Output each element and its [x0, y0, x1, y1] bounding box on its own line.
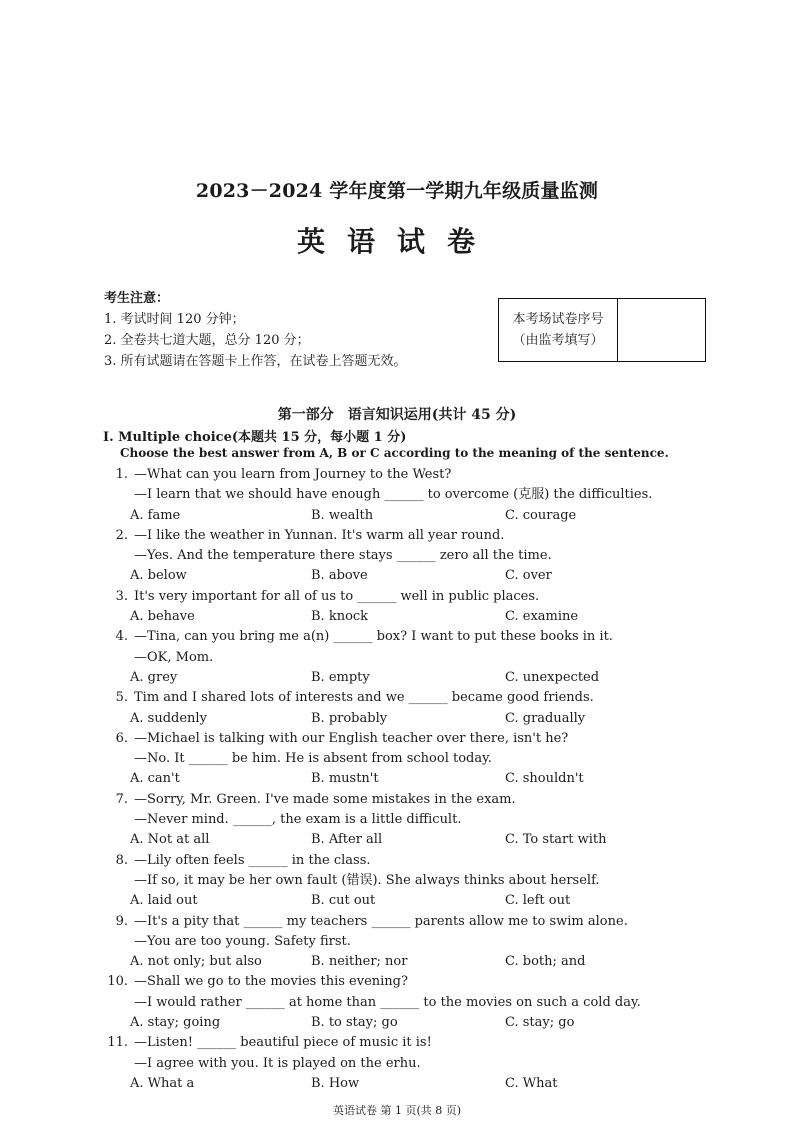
question-continuation-line [105, 932, 665, 952]
question-stem-line [105, 790, 665, 810]
answer-options [105, 607, 665, 627]
paper-serial-box [498, 298, 706, 362]
question-text: —It's a pity that ______ my teachers ______ parents allow me to swim alone. [134, 913, 628, 929]
question-number: 1. [115, 467, 128, 482]
question-continuation-line [105, 1054, 665, 1074]
option-c: C. courage [505, 507, 577, 523]
paper-serial-label [499, 299, 618, 361]
option-c: C. To start with [505, 832, 607, 848]
question-number: 6. [115, 730, 128, 746]
question-text: Tim and I shared lots of interests and we ______ became good friends. [134, 690, 594, 706]
section-heading: I. Multiple choice(本题共 15 分，每小题 1 分) [103, 430, 407, 445]
serial-label-line1: 本考场试卷序号 [512, 312, 604, 327]
question-stem-line [105, 465, 665, 485]
question-stem-line [105, 912, 665, 932]
serial-label-line2: （由监考填写） [512, 333, 604, 348]
question-text: —Lily often feels ______ in the class. [134, 852, 371, 868]
option-a: A. Not at all [130, 832, 210, 848]
question-number: 3. [115, 588, 128, 604]
question-text: —Sorry, Mr. Green. I've made some mistakes in the exam. [134, 791, 516, 807]
question-number: 7. [115, 791, 128, 807]
option-b: B. probably [311, 710, 388, 726]
question-item [105, 912, 665, 973]
notice-item: 1. 考试时间 120 分钟； [104, 312, 245, 327]
answer-options [105, 830, 665, 850]
question-stem-line [105, 851, 665, 871]
answer-options [105, 566, 665, 586]
option-a: A. laid out [130, 893, 198, 909]
question-item [105, 587, 665, 628]
question-item [105, 627, 665, 688]
option-c: C. both; and [505, 954, 586, 970]
option-b: B. wealth [311, 507, 374, 523]
question-number: 8. [115, 852, 128, 868]
option-c: C. left out [505, 893, 571, 909]
question-stem-line [105, 688, 665, 708]
question-continuation-line [105, 993, 665, 1013]
option-b: B. empty [311, 669, 370, 685]
question-continuation-line [105, 871, 665, 891]
option-a: A. suddenly [130, 710, 207, 726]
page-footer: 英语试卷 第 1 页(共 8 页) [332, 1104, 462, 1117]
option-c: C. stay; go [505, 1015, 575, 1031]
exam-subject-title: 英语试卷 [296, 225, 497, 258]
question-item [105, 1033, 665, 1094]
answer-options [105, 952, 665, 972]
option-b: B. mustn't [311, 771, 379, 787]
question-list [105, 465, 665, 1094]
question-text: —I learn that we should have enough ______ to overcome (克服) the difficulties. [134, 487, 653, 503]
option-c: C. shouldn't [505, 771, 584, 787]
option-c: C. examine [505, 609, 579, 625]
question-item [105, 972, 665, 1033]
question-text: —Shall we go to the movies this evening? [134, 974, 408, 990]
option-b: B. After all [311, 832, 383, 848]
question-text: —Tina, can you bring me a(n) ______ box? I want to put these books in it. [134, 629, 613, 645]
option-a: A. can't [130, 771, 180, 787]
question-number: 4. [115, 629, 128, 645]
question-number: 11. [107, 1035, 128, 1051]
question-item [105, 851, 665, 912]
option-b: B. above [311, 568, 368, 584]
option-c: C. gradually [505, 710, 586, 726]
question-stem-line [105, 972, 665, 992]
exam-title: 2023－2024 学年度第一学期九年级质量监测 [195, 180, 599, 202]
answer-options [105, 506, 665, 526]
answer-options [105, 1074, 665, 1094]
question-text: —OK, Mom. [134, 649, 214, 665]
answer-options [105, 668, 665, 688]
question-stem-line [105, 587, 665, 607]
question-continuation-line [105, 546, 665, 566]
option-a: A. stay; going [130, 1015, 221, 1031]
option-a: A. not only; but also [130, 954, 262, 970]
question-text: —Michael is talking with our English teacher over there, isn't he? [134, 730, 569, 746]
question-text: —I would rather ______ at home than ______ to the movies on such a cold day. [134, 994, 641, 1010]
question-item [105, 526, 665, 587]
option-a: A. fame [130, 507, 181, 523]
notice-list [104, 309, 494, 372]
question-text: —You are too young. Safety first. [134, 933, 351, 949]
option-b: B. to stay; go [311, 1015, 398, 1031]
question-text: It's very important for all of us to ______ well in public places. [134, 588, 540, 604]
notice-item: 3. 所有试题请在答题卡上作答，在试卷上答题无效。 [104, 354, 407, 369]
option-c: C. over [505, 568, 552, 584]
candidate-notice [104, 288, 494, 372]
question-number: 9. [115, 913, 128, 929]
option-a: A. behave [130, 609, 195, 625]
question-continuation-line [105, 749, 665, 769]
question-continuation-line [105, 485, 665, 505]
notice-item: 2. 全卷共七道大题，总分 120 分； [104, 333, 310, 348]
option-a: A. below [130, 568, 187, 584]
question-item [105, 790, 665, 851]
question-stem-line [105, 1033, 665, 1053]
question-text: —I agree with you. It is played on the erhu. [134, 1055, 421, 1071]
answer-options [105, 891, 665, 911]
option-c: C. unexpected [505, 669, 600, 685]
question-stem-line [105, 526, 665, 546]
question-text: —What can you learn from Journey to the West? [134, 467, 452, 482]
question-text: —If so, it may be her own fault (错误). She always thinks about herself. [134, 872, 600, 888]
option-b: B. knock [311, 609, 369, 625]
section-instruction: Choose the best answer from A, B or C according to the meaning of the sentence. [120, 446, 669, 460]
question-text: —Listen! ______ beautiful piece of music it is! [134, 1035, 432, 1051]
answer-options [105, 769, 665, 789]
question-text: —Yes. And the temperature there stays ______ zero all the time. [134, 548, 552, 564]
option-a: A. What a [130, 1075, 195, 1091]
question-text: —Never mind. ______, the exam is a little difficult. [134, 812, 462, 828]
question-continuation-line [105, 648, 665, 668]
question-number: 10. [107, 974, 128, 990]
question-number: 2. [115, 527, 128, 543]
answer-options [105, 1013, 665, 1033]
option-a: A. grey [130, 669, 178, 685]
question-stem-line [105, 627, 665, 647]
question-item [105, 465, 665, 526]
part-heading: 第一部分 语言知识运用(共计 45 分) [277, 407, 517, 423]
question-item [105, 688, 665, 729]
question-continuation-line [105, 810, 665, 830]
notice-heading: 考生注意： [104, 291, 170, 306]
question-text: —No. It ______ be him. He is absent from school today. [134, 751, 492, 767]
option-b: B. cut out [311, 893, 376, 909]
option-c: C. What [505, 1075, 558, 1091]
option-b: B. How [311, 1075, 360, 1091]
question-number: 5. [115, 690, 128, 706]
paper-serial-entry-cell [618, 299, 705, 361]
option-b: B. neither; nor [311, 954, 408, 970]
question-stem-line [105, 729, 665, 749]
question-text: —I like the weather in Yunnan. It's warm all year round. [134, 527, 505, 543]
question-item [105, 729, 665, 790]
answer-options [105, 709, 665, 729]
